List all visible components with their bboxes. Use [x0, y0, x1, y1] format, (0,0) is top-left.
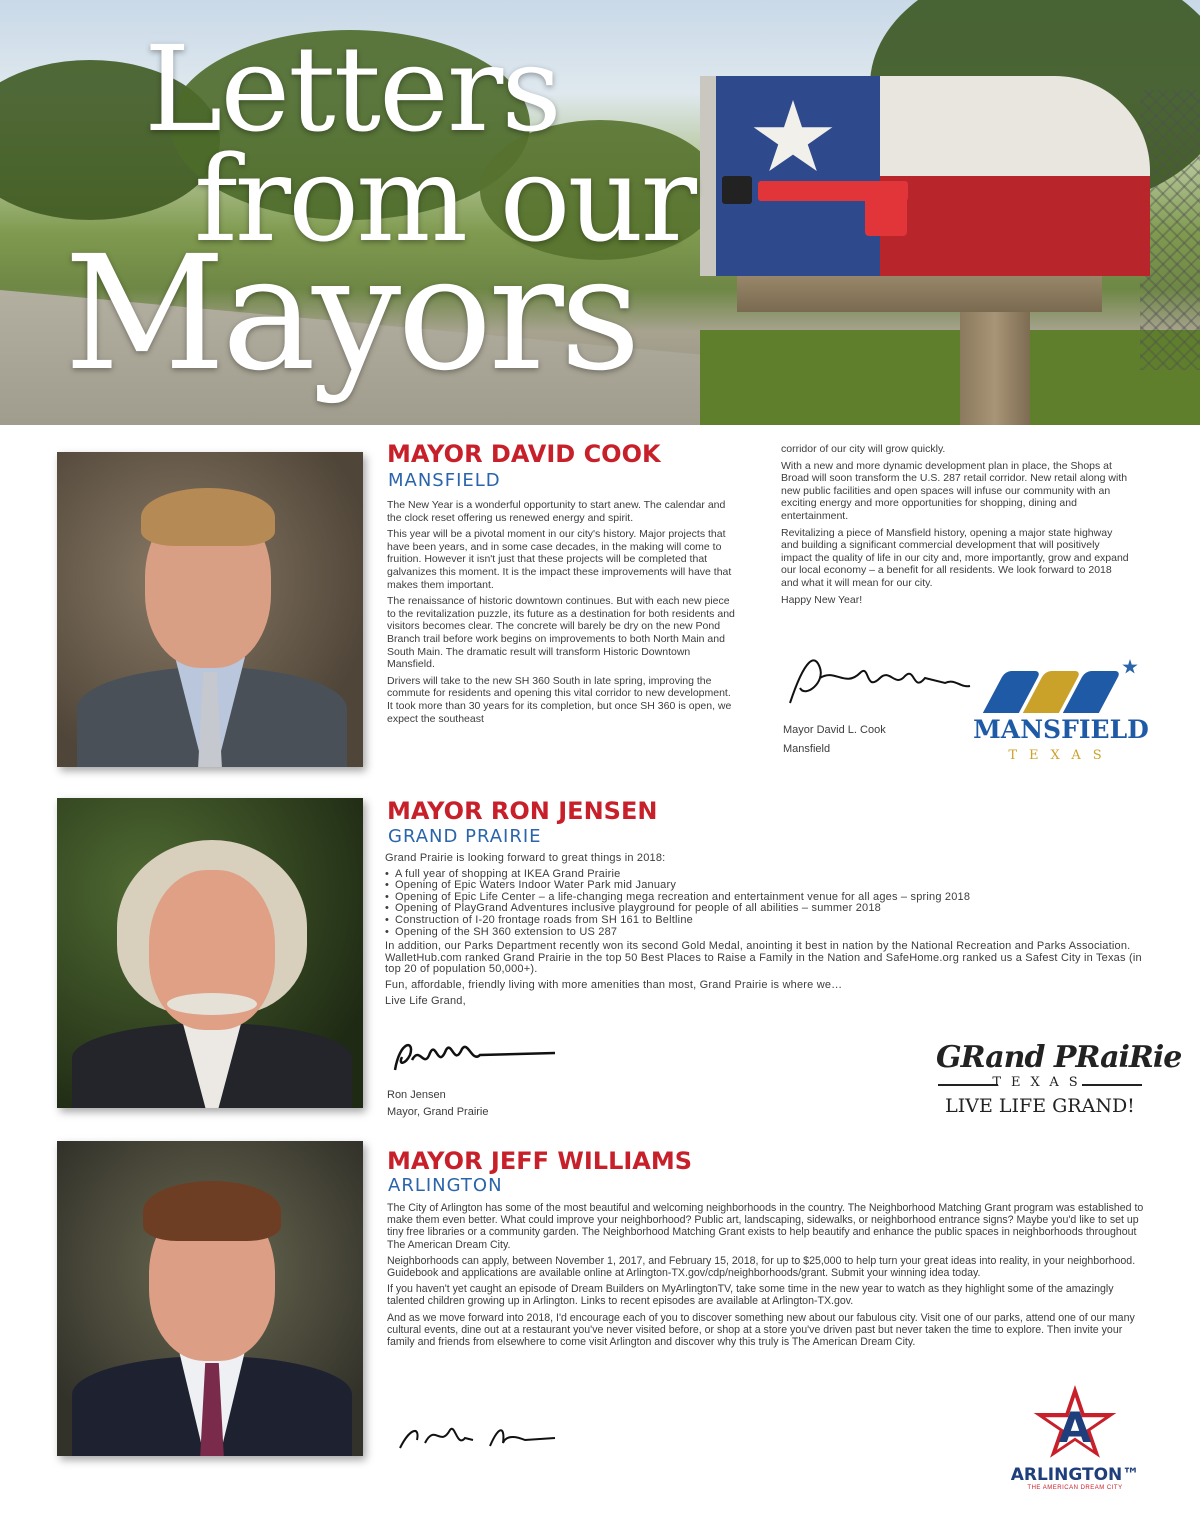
title-line-2: from our — [194, 130, 694, 268]
paragraph: Grand Prairie is looking forward to great things in 2018: — [385, 852, 666, 864]
grand-prairie-logo-sub: TEXAS — [992, 1075, 1088, 1090]
signer-name: Mayor David L. Cook — [783, 724, 886, 736]
list-item: • Opening of Epic Waters Indoor Water Park mid January — [385, 880, 1145, 892]
grand-prairie-logo-word: GRand PRaiRie — [936, 1040, 1182, 1075]
list-item: • Opening of PlayGrand Adventures inclusive playground for people of all abilities – summer 2018 — [385, 903, 1145, 915]
paragraph: Live Life Grand, — [385, 994, 466, 1007]
bullet-list — [385, 869, 1145, 939]
williams-signature — [395, 1418, 565, 1458]
mayor-cook-photo — [57, 452, 363, 767]
mailbox-board — [737, 270, 1102, 312]
list-item: • Opening of Epic Life Center – a life-changing mega recreation and entertainment venue for all ages – spring 2018 — [385, 892, 1145, 904]
paragraph: The renaissance of historic downtown continues. But with each new piece to the revitalization puzzle, its future as a destination for both residents and visitors becomes clear. The concrete will barely be dry on the new Pond Branch trail before work begins on improvements to both North Main and South Main. The dramatic result will transform Historic Downtown Mansfield. — [387, 595, 735, 671]
mansfield-logo-sub: TEXAS — [1008, 748, 1114, 763]
signer-title: Mayor, Grand Prairie — [387, 1106, 489, 1118]
mayor-name: MAYOR DAVID COOK — [387, 440, 661, 468]
letter-body — [387, 1202, 1145, 1352]
mayor-williams-photo — [57, 1141, 363, 1456]
paragraph: Fun, affordable, friendly living with more amenities than most, Grand Prairie is where we… — [385, 978, 843, 991]
arlington-logo-word: ARLINGTON™ — [1010, 1465, 1140, 1485]
mayor-name: MAYOR JEFF WILLIAMS — [387, 1147, 693, 1175]
signer-city: Mansfield — [783, 743, 831, 755]
mayor-jensen-photo — [57, 798, 363, 1108]
paragraph: Revitalizing a piece of Mansfield history, opening a major state highway and building a significant commercial development that will positively impact the quality of life in our city and, more importantly, grow and expand our local economy – a benefit for all residents. We look forward to 2018 and what it will mean for our city. — [781, 526, 1129, 589]
paragraph: corridor of our city will grow quickly. — [781, 443, 946, 455]
paragraph: The New Year is a wonderful opportunity to start anew. The calendar and the clock reset offering us renewed energy and spirit. — [387, 499, 726, 524]
arlington-tagline: THE AMERICAN DREAM CITY — [1027, 1485, 1123, 1491]
grand-prairie-logo — [930, 1040, 1182, 1120]
paragraph: Happy New Year! — [781, 593, 863, 606]
letter-column-2 — [781, 443, 1131, 610]
mayor-city: GRAND PRAIRIE — [388, 826, 542, 847]
cook-signature — [785, 648, 975, 713]
paragraph: Drivers will take to the new SH 360 South in late spring, improving the commute for residents and opening this vital corridor to new development. It took more than 30 years for its completion, but once SH 360 is open, we expect the southeast — [387, 674, 732, 725]
paragraph: If you haven't yet caught an episode of Dream Builders on MyArlingtonTV, take some time in the new year to watch as they highlight some of the amazingly talented children growing up in Arlington. Links to recent episodes are available at Arlington-TX.gov. — [387, 1283, 1114, 1308]
paragraph: This year will be a pivotal moment in our city's history. Major projects that have been years, and in some case decades, in the making will come to fruition. However it isn't just that these projects will be completed that galvanizes this moment. It is the impact these improvements will have that makes them important. — [387, 528, 732, 591]
hero-banner — [0, 0, 1200, 425]
paragraph: In addition, our Parks Department recently won its second Gold Medal, anointing it best in nation by the National Recreation and Parks Association. WalletHub.com ranked Grand Prairie in the top 50 Best Places to Raise a Family in the Nation and SafeHome.org ranked us a Safest City in Texas (in top 20 of population 50,000+). — [385, 940, 1142, 976]
paragraph: And as we move forward into 2018, I'd encourage each of you to discover something new about our fabulous city. Visit one of our parks, attend one of our many cultural events, dine out at a restaurant you've never visited before, or shop at a store you've driven past but never taken the time to explore. Then invite your family and friends from elsewhere to come visit Arlington and discover why this truly is The American Dream City. — [387, 1311, 1135, 1349]
list-item: • A full year of shopping at IKEA Grand Prairie — [385, 869, 1145, 881]
mayor-name: MAYOR RON JENSEN — [387, 797, 658, 825]
letter-body — [385, 853, 1145, 1011]
jensen-signature — [390, 1035, 560, 1080]
paragraph: The City of Arlington has some of the most beautiful and welcoming neighborhoods in the country. The Neighborhood Matching Grant program was established to make them even better. What could improve your neighborhood? Public art, landscaping, sidewalks, or neighborhood entrance signs? Maybe you'd like to set up tiny free libraries or a community garden. The Neighborhood Matching Grant exists to help beautify and enhance the public spaces in neighborhoods throughout The American Dream City. — [387, 1202, 1144, 1251]
texas-flag-mailbox — [700, 76, 1150, 276]
grass — [700, 330, 1200, 425]
paragraph: Neighborhoods can apply, between November 1, 2017, and February 15, 2018, for up to $25,000 to help turn your great ideas into reality, in your neighborhood. Guidebook and applications are available online at Arlington-TX.gov/cdp/neighborhoods/grant. Submit your winning idea today. — [387, 1254, 1136, 1280]
mansfield-logo-word: MANSFIELD — [973, 715, 1149, 744]
list-item: • Opening of the SH 360 extension to US 287 — [385, 927, 1145, 939]
mailbox-latch — [722, 176, 752, 204]
mayor-city: MANSFIELD — [388, 470, 501, 491]
title-line-3: Mayors — [64, 222, 637, 406]
grand-prairie-tagline: LIVE LIFE GRAND! — [945, 1095, 1135, 1117]
mansfield-logo — [972, 663, 1150, 763]
title-line-1: Letters — [144, 20, 560, 158]
list-item: • Construction of I-20 frontage roads from SH 161 to Beltline — [385, 915, 1145, 927]
signer-name: Ron Jensen — [387, 1089, 446, 1101]
letter-column-1 — [387, 499, 739, 729]
arlington-logo: A ARLINGTON™ THE AMERICAN DREAM CITY — [1010, 1385, 1140, 1495]
mayor-city: ARLINGTON — [388, 1175, 503, 1196]
paragraph: With a new and more dynamic development plan in place, the Shops at Broad will soon transform the U.S. 287 retail corridor. New retail along with new public facilities and open spaces will infuse our community with an exciting energy and more opportunities for shopping, dining and entertainment. — [781, 459, 1128, 522]
